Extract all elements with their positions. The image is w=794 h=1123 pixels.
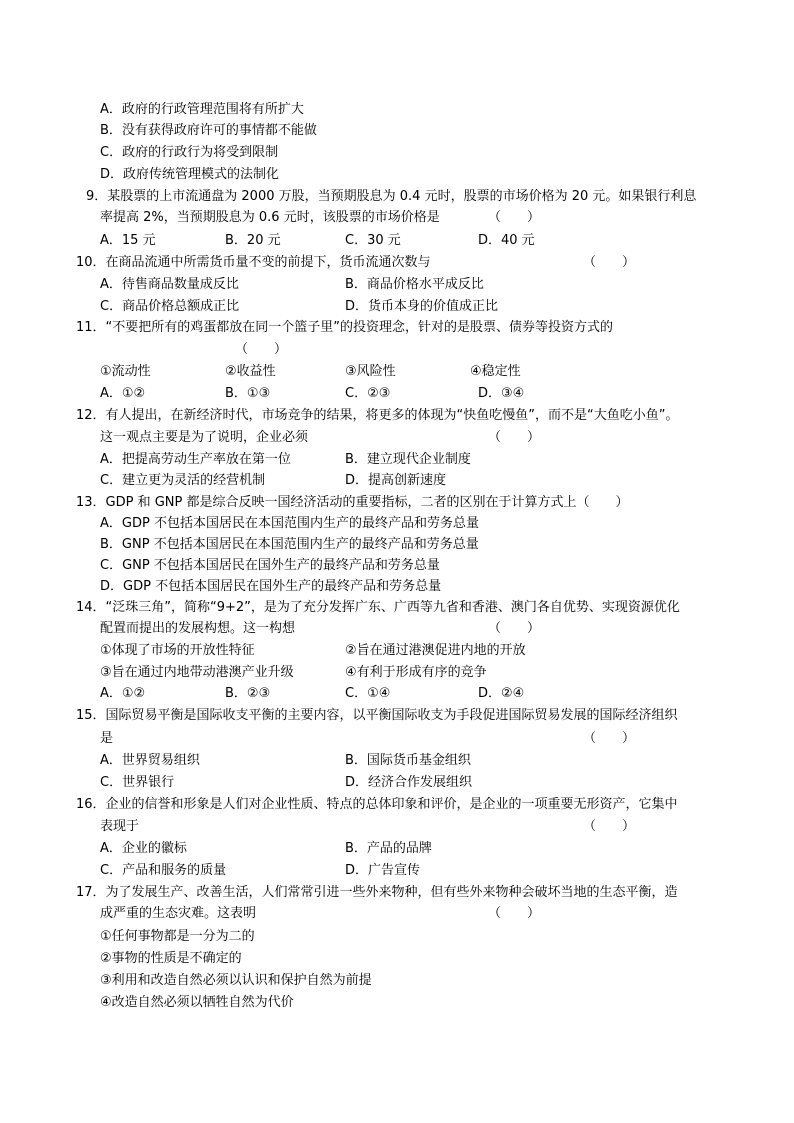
option-b: B．商品价格水平成反比 (345, 277, 484, 292)
question-number: 16． (76, 797, 106, 812)
statement: ③风险性 (345, 364, 396, 379)
statement: ②事物的性质是不确定的 (100, 951, 242, 966)
option-b: B．②③ (225, 686, 271, 701)
question-number: 10． (76, 255, 106, 270)
question-stem: 有人提出，在新经济时代，市场竞争的结果，将更多的体现为“快鱼吃慢鱼”，而不是“大鱼吃小鱼”。 (105, 408, 679, 423)
option-d: D．GDP 不包括本国居民在国外生产的最终产品和劳务总量 (100, 579, 442, 594)
question-stem: GDP 和 GNP 都是综合反映一国经济活动的重要指标，二者的区别在于计算方式上（ ） (105, 495, 629, 510)
option-c: C．商品价格总额成正比 (100, 299, 240, 314)
statement: ①体现了市场的开放性特征 (100, 643, 255, 658)
question-number: 14． (76, 600, 106, 615)
answer-blank: （ ） (488, 430, 541, 445)
question-number: 9． (86, 189, 108, 204)
statement: ④稳定性 (470, 364, 521, 379)
option-a: A．把提高劳动生产率放在第一位 (100, 452, 291, 467)
option-a: A．待售商品数量成反比 (100, 277, 239, 292)
question-stem: “泛珠三角”，简称“9+2”，是为了充分发挥广东、广西等九省和香港、澳门各自优势、实现资源优化 (105, 600, 680, 615)
question-stem: 在商品流通中所需货币量不变的前提下，货币流通次数与 (105, 255, 431, 270)
question-number: 12． (76, 408, 106, 423)
statement: ①流动性 (100, 364, 151, 379)
option-d: D．②④ (478, 686, 525, 701)
option-d: D．③④ (478, 386, 525, 401)
answer-blank: （ ） (583, 731, 636, 746)
option-c: C．30 元 (345, 233, 401, 248)
question-stem: 企业的信誉和形象是人们对企业性质、特点的总体印象和评价，是企业的一项重要无形资产，它集中 (105, 797, 678, 812)
question-stem: 这一观点主要是为了说明，企业必须 (100, 430, 309, 445)
option-d: D．提高创新速度 (345, 473, 447, 488)
option-c: C．①④ (345, 686, 391, 701)
option-d: D．政府传统管理模式的法制化 (100, 167, 280, 182)
option-c: C．世界银行 (100, 775, 175, 790)
option-a: A．企业的徽标 (100, 841, 187, 856)
question-stem: 某股票的上市流通盘为 2000 万股，当预期股息为 0.4 元时，股票的市场价格为 20 元。如果银行利息 (107, 189, 697, 204)
option-a: A．15 元 (100, 233, 156, 248)
answer-blank: （ ） (235, 342, 288, 357)
option-b: B．①③ (225, 386, 271, 401)
statement: ②收益性 (225, 364, 276, 379)
answer-blank: （ ） (583, 819, 636, 834)
question-number: 15． (76, 708, 106, 723)
answer-blank: （ ） (488, 210, 541, 225)
option-b: B．国际货币基金组织 (345, 753, 471, 768)
option-a: A．①② (100, 686, 146, 701)
question-number: 11． (76, 320, 106, 335)
question-stem: 配置而提出的发展构想。这一构想 (100, 621, 296, 636)
question-stem: “不要把所有的鸡蛋都放在同一个篮子里”的投资理念，针对的是股票、债券等投资方式的 (105, 320, 614, 335)
option-a: A．①② (100, 386, 146, 401)
option-d: D．广告宣传 (345, 863, 421, 878)
statement: ③利用和改造自然必须以认识和保护自然为前提 (100, 973, 372, 988)
option-c: C．GNP 不包括本国居民在国外生产的最终产品和劳务总量 (100, 558, 440, 573)
option-c: C．建立更为灵活的经营机制 (100, 473, 266, 488)
option-a: A．世界贸易组织 (100, 753, 200, 768)
option-d: D．货币本身的价值成正比 (345, 299, 499, 314)
option-a: A．GDP 不包括本国居民在本国范围内生产的最终产品和劳务总量 (100, 516, 479, 531)
answer-blank: （ ） (583, 255, 636, 270)
option-c: C．②③ (345, 386, 391, 401)
option-c: C．政府的行政行为将受到限制 (100, 145, 279, 160)
question-stem: 率提高 2%，当预期股息为 0.6 元时，该股票的市场价格是 (100, 210, 440, 225)
question-stem: 国际贸易平衡是国际收支平衡的主要内容，以平衡国际收支为手段促进国际贸易发展的国际经济组织 (105, 708, 678, 723)
statement: ④改造自然必须以牺牲自然为代价 (100, 995, 294, 1010)
option-b: B．产品的品牌 (345, 841, 432, 856)
question-stem: 表现于 (100, 819, 140, 834)
option-d: D．40 元 (478, 233, 535, 248)
option-c: C．产品和服务的质量 (100, 863, 227, 878)
option-b: B．没有获得政府许可的事情都不能做 (100, 123, 317, 138)
option-b: B．GNP 不包括本国居民在本国范围内生产的最终产品和劳务总量 (100, 537, 479, 552)
question-number: 17． (76, 885, 106, 900)
question-stem: 为了发展生产、改善生活，人们常常引进一些外来物种，但有些外来物种会破坏当地的生态平衡，造 (105, 885, 678, 900)
statement: ④有利于形成有序的竞争 (345, 665, 487, 680)
option-a: A．政府的行政管理范围将有所扩大 (100, 102, 304, 117)
statement: ②旨在通过港澳促进内地的开放 (345, 643, 526, 658)
question-number: 13． (76, 495, 106, 510)
statement: ①任何事物都是一分为二的 (100, 929, 255, 944)
statement: ③旨在通过内地带动港澳产业升级 (100, 665, 294, 680)
option-d: D．经济合作发展组织 (345, 775, 473, 790)
answer-blank: （ ） (488, 906, 541, 921)
option-b: B．建立现代企业制度 (345, 452, 471, 467)
question-stem: 是 (100, 731, 114, 746)
option-b: B．20 元 (225, 233, 281, 248)
answer-blank: （ ） (488, 621, 541, 636)
question-stem: 成严重的生态灾难。这表明 (100, 906, 257, 921)
